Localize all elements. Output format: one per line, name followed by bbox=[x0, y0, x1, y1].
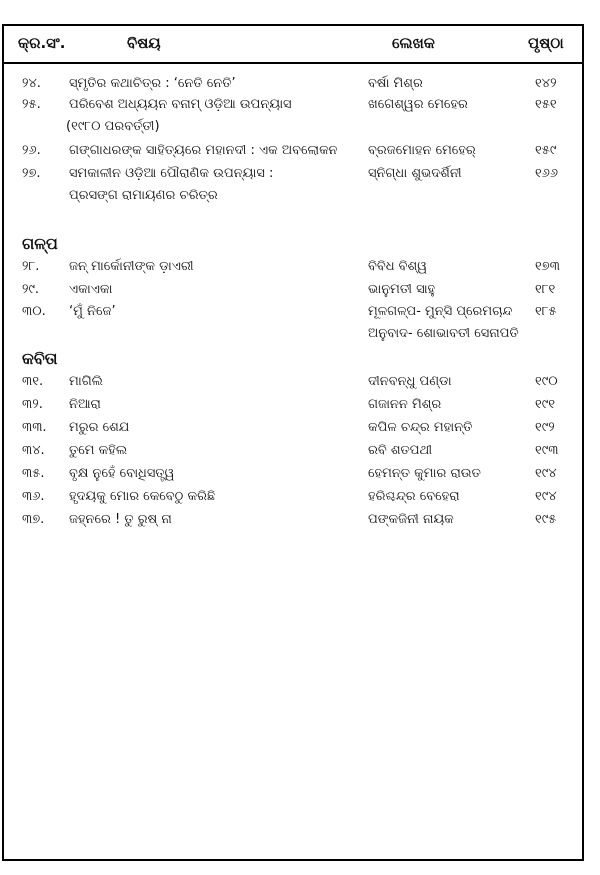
item-page: ୧୬୬ bbox=[535, 166, 559, 181]
item-number: ୨୭. bbox=[22, 166, 41, 181]
item-page: ୧୯୪ bbox=[535, 489, 557, 504]
item-author: ବିବିଧ ବିଶ୍ୱ bbox=[368, 259, 428, 274]
item-page: ୧୯୨ bbox=[535, 420, 555, 435]
item-title: ଗଙ୍ଗାଧରଙ୍କ ସାହିତ୍ୟରେ ମହାନଦୀ : ଏକ ଅବଲୋକନ bbox=[69, 143, 338, 158]
item-page: ୧୮୧ bbox=[535, 282, 556, 297]
item-page: ୧୯୫ bbox=[535, 512, 557, 527]
item-author: ମୂଳଗଳ୍ପ- ମୁନ୍‌ସି ପ୍ରେମଚାନ୍ଦ bbox=[368, 304, 513, 319]
item-number: ୩୩. bbox=[22, 420, 47, 435]
item-title: ବୃକ୍ଷ ନୁହେଁ ବୋଧିସତ୍ତ୍ୱ bbox=[69, 466, 175, 481]
item-title: ‘ମୁଁ ନିଜେ’ bbox=[69, 304, 116, 319]
item-title: ଜନ୍ ମାର୍କୋନୀଙ୍କ ଡ଼ାଏରୀ bbox=[69, 259, 194, 274]
item-number: ୩୫. bbox=[22, 466, 45, 481]
item-number: ୩୪. bbox=[22, 443, 45, 458]
item-author: କପିଳ ଚନ୍ଦ୍ର ମହାନ୍ତି bbox=[368, 420, 473, 435]
item-number: ୩୧. bbox=[22, 374, 44, 389]
item-title: ଜହ୍ନରେ ! ତୁ ରୁଷ୍ ନା bbox=[69, 512, 172, 527]
item-title: ମାଗିଲି bbox=[69, 374, 103, 389]
item-author: ସ୍ନିଗ୍ଧା ଶୁଭଦର୍ଶିନୀ bbox=[368, 166, 462, 181]
item-title: ନିଆରା bbox=[69, 397, 101, 412]
item-title: ଏକାଏକା bbox=[69, 282, 113, 297]
item-number: ୩୬. bbox=[22, 489, 45, 504]
item-number: ୩୨. bbox=[22, 397, 43, 412]
item-author: ବ୍ରଜମୋହନ ମେହେର୍ bbox=[368, 143, 476, 158]
item-page: ୧୯୧ bbox=[535, 397, 556, 412]
item-page: ୧୭୩ bbox=[535, 259, 560, 274]
table-header bbox=[2, 24, 584, 64]
item-page: ୧୮୫ bbox=[535, 304, 557, 319]
item-number: ୩୦. bbox=[22, 304, 46, 319]
item-author: ଗଜାନନ ମିଶ୍ର bbox=[368, 397, 442, 412]
header-page: ପୃଷ୍ଠା bbox=[528, 34, 564, 52]
header-author: ଲେଖକ bbox=[392, 34, 435, 52]
item-title-continued: ପ୍ରସଙ୍ଗ ରାମାୟଣର ଚରିତ୍ର bbox=[69, 188, 218, 203]
item-page: ୧୯୩ bbox=[535, 443, 559, 458]
item-number: ୨୪. bbox=[22, 76, 41, 91]
item-author-continued: ଅନୁବାଦ- ଶୋଭାବତୀ ସେନାପତି bbox=[368, 326, 519, 341]
item-author: ଭାନୁମତୀ ସାହୁ bbox=[368, 282, 436, 297]
item-author: ହରିଶ୍ଚନ୍ଦ୍ର ବେହେରା bbox=[368, 489, 460, 504]
item-title: ତୁମେ କହିଲ bbox=[69, 443, 128, 458]
item-page: ୧୫୯ bbox=[535, 143, 557, 158]
item-page: ୧୯୦ bbox=[535, 374, 558, 389]
item-title: ସମକାଳୀନ ଓଡ଼ିଆ ପୌରାଣିକ ଉପନ୍ୟାସ : bbox=[69, 166, 274, 181]
item-author: ହେମନ୍ତ କୁମାର ରାଉତ bbox=[368, 466, 481, 481]
item-number: ୨୯. bbox=[22, 282, 40, 297]
item-author: ଦୀନବନ୍ଧୁ ପଣ୍ଡା bbox=[368, 374, 452, 389]
item-title: ହୃଦୟକୁ ମୋର କେବେଠୁ କରିଛି bbox=[69, 489, 216, 504]
item-author: ଖଗେଶ୍ୱର ମେହେର bbox=[368, 97, 468, 112]
item-page: ୧୫୧ bbox=[535, 97, 557, 112]
item-title: ମରୁର ଶେଯ bbox=[69, 420, 130, 435]
item-page: ୧୯୪ bbox=[535, 466, 557, 481]
item-number: ୨୬. bbox=[22, 143, 41, 158]
item-title: ପରିବେଶ ଅଧ୍ୟୟନ ବନାମ୍ ଓଡ଼ିଆ ଉପନ୍ୟାସ bbox=[69, 97, 292, 112]
item-page: ୧୪୨ bbox=[535, 76, 557, 91]
header-subject: ବିଷୟ bbox=[127, 34, 161, 52]
item-number: ୨୮. bbox=[22, 259, 40, 274]
section-heading-stories: ଗଳ୍ପ bbox=[22, 234, 58, 253]
header-serial: କ୍ର.ସଂ. bbox=[18, 34, 66, 52]
item-number: ୩୭. bbox=[22, 512, 45, 527]
item-author: ପଙ୍କଜିନୀ ନାୟକ bbox=[368, 512, 454, 527]
item-title: ସ୍ମୃତିର କଥାଚିତ୍ର : ‘ନେତି ନେତି’ bbox=[69, 76, 236, 91]
item-number: ୨୫. bbox=[22, 97, 41, 112]
item-title-continued: (୧୯୮୦ ପରବର୍ତ୍ତୀ) bbox=[66, 119, 160, 134]
item-author: ରବି ଶତପଥୀ bbox=[368, 443, 433, 458]
section-heading-poems: କବିତା bbox=[22, 349, 58, 368]
item-author: ବର୍ଷା ମିଶ୍ର bbox=[368, 76, 423, 91]
